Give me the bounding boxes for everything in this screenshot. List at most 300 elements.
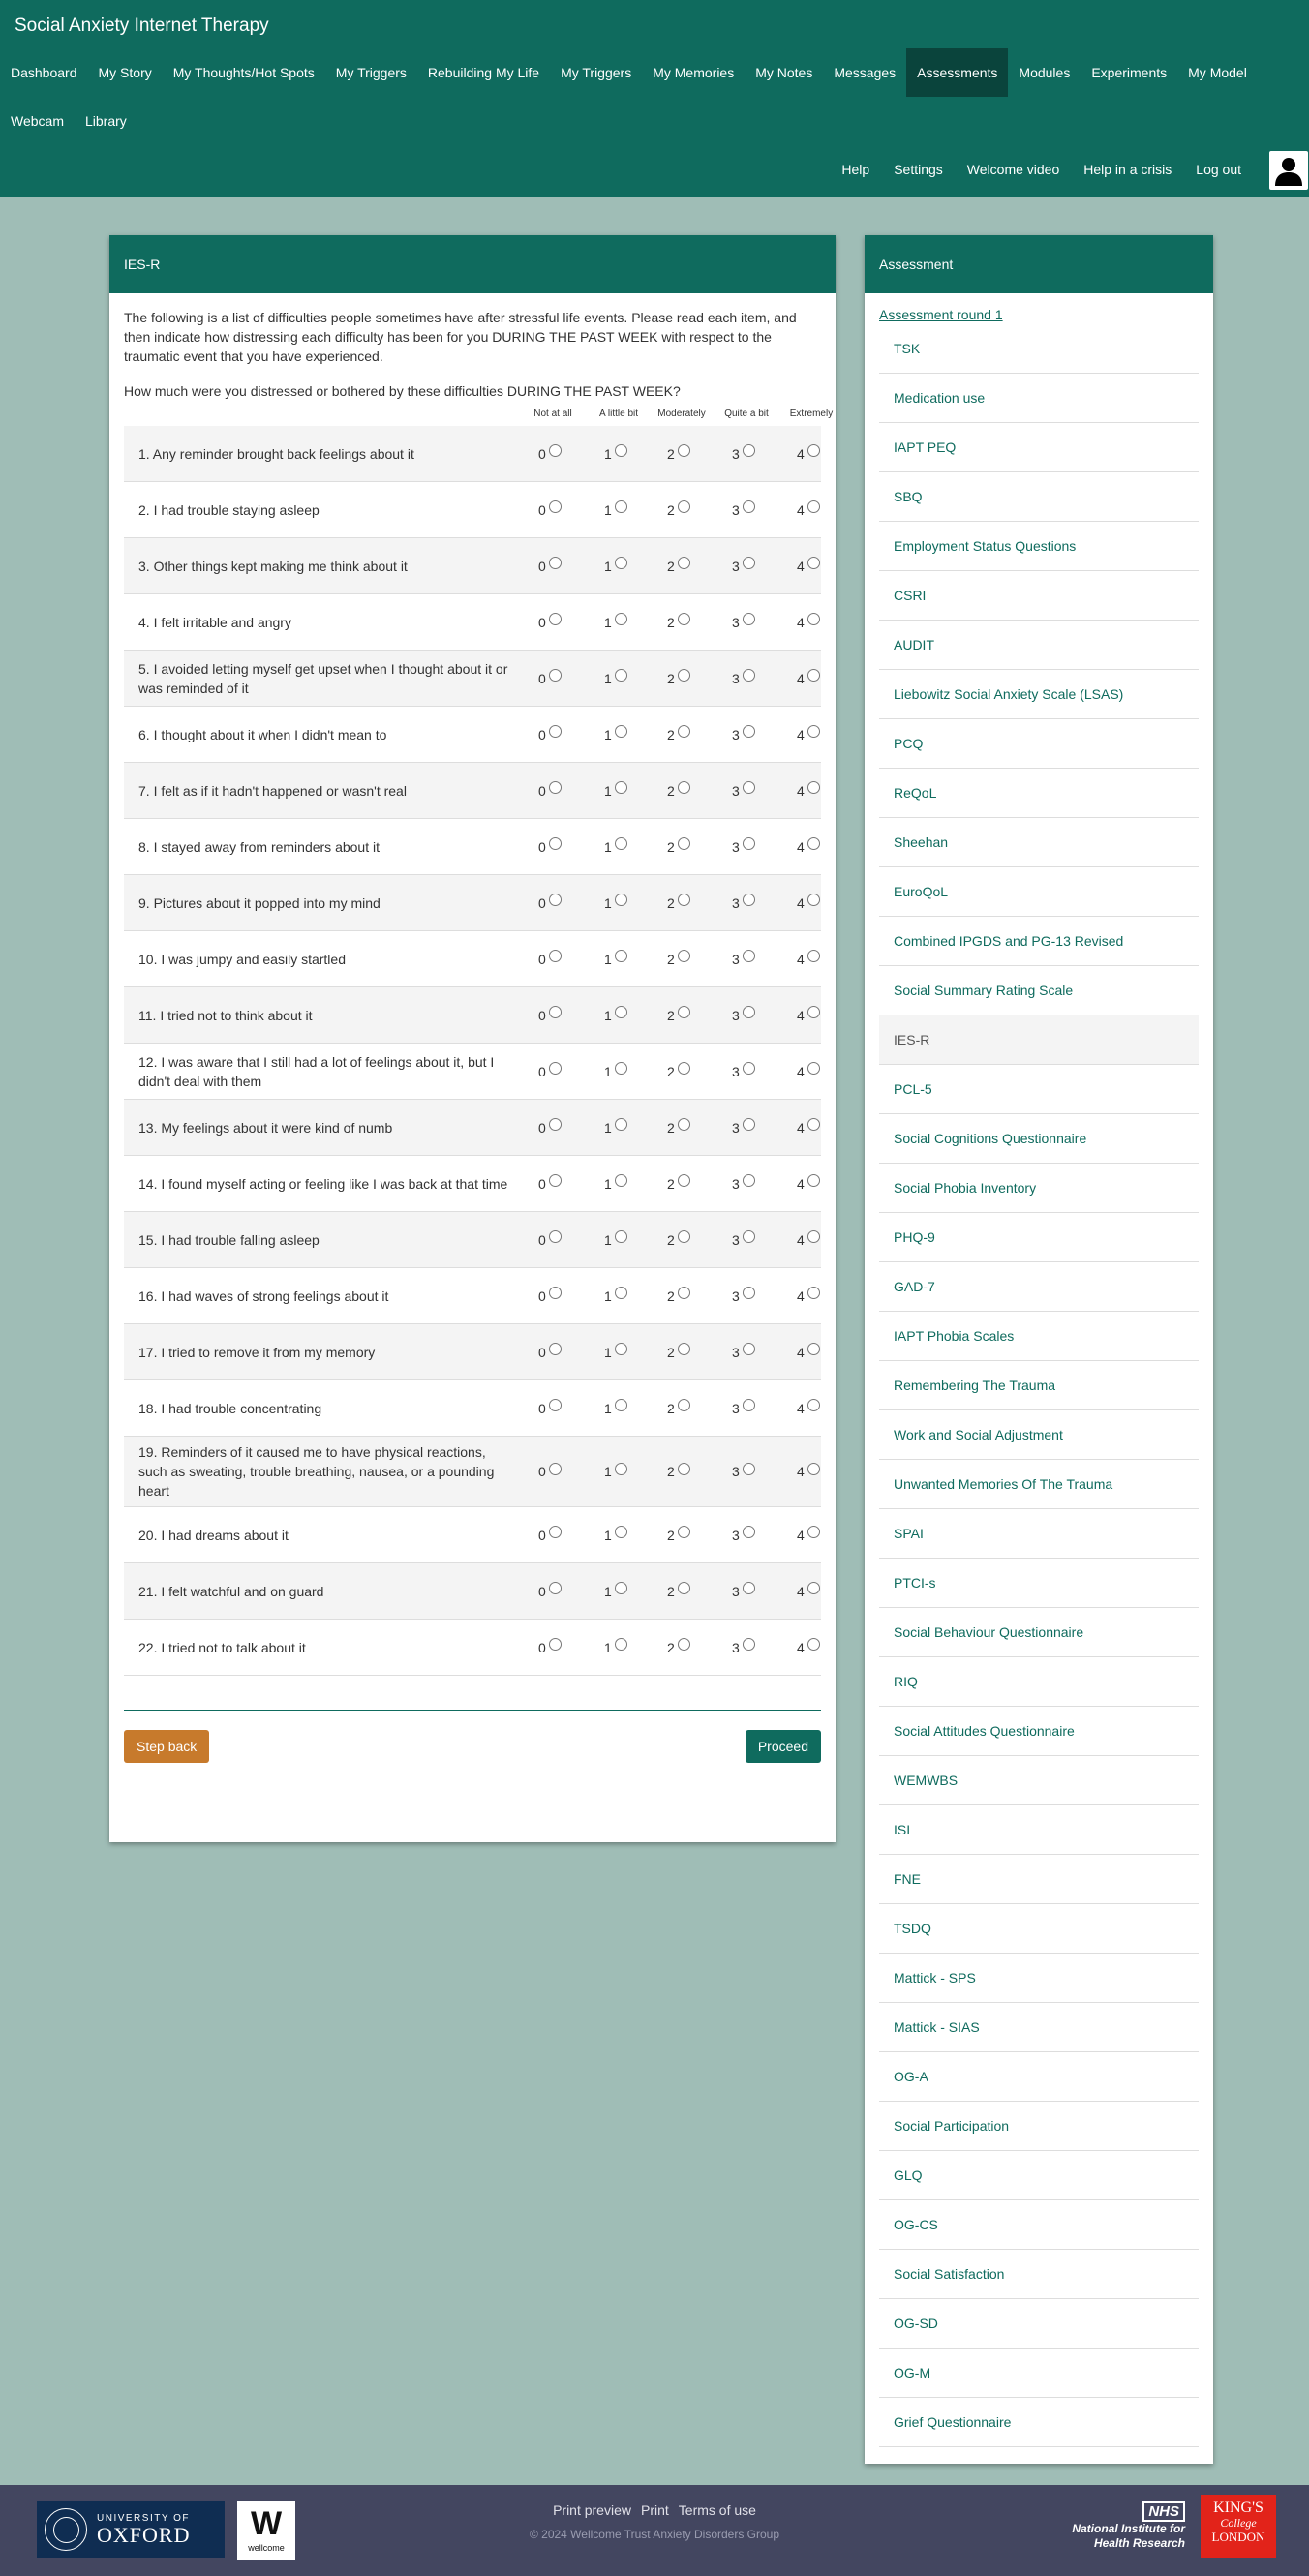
radio-button[interactable] [615,1287,627,1299]
option-2[interactable] [667,1584,690,1599]
radio-button[interactable] [549,725,562,738]
radio-button[interactable] [678,1287,690,1299]
option-1[interactable] [604,1584,627,1599]
sidebar-item-audit[interactable]: AUDIT [879,621,1199,670]
util-link-settings[interactable]: Settings [894,162,943,177]
option-0[interactable] [538,1008,562,1023]
radio-button[interactable] [678,1062,690,1075]
option-4[interactable] [797,895,820,911]
sidebar-item-spai[interactable]: SPAI [879,1509,1199,1559]
radio-button[interactable] [807,1582,820,1594]
radio-button[interactable] [615,1343,627,1355]
radio-button[interactable] [807,950,820,962]
radio-button[interactable] [743,725,755,738]
option-3[interactable] [732,1528,755,1543]
radio-button[interactable] [678,1343,690,1355]
option-4[interactable] [797,1232,820,1248]
option-3[interactable] [732,615,755,630]
option-0[interactable] [538,1232,562,1248]
option-3[interactable] [732,783,755,799]
nav-item-my-thoughts-hot-spots[interactable]: My Thoughts/Hot Spots [172,65,315,80]
radio-button[interactable] [678,1582,690,1594]
option-3[interactable] [732,1345,755,1360]
radio-button[interactable] [678,1638,690,1651]
radio-button[interactable] [549,1582,562,1594]
radio-button[interactable] [615,1174,627,1187]
radio-button[interactable] [807,1174,820,1187]
option-3[interactable] [732,1176,755,1192]
option-2[interactable] [667,1008,690,1023]
radio-button[interactable] [743,1230,755,1243]
sidebar-item-euroqol[interactable]: EuroQoL [879,867,1199,917]
radio-button[interactable] [807,1006,820,1018]
radio-button[interactable] [615,500,627,513]
radio-button[interactable] [743,894,755,906]
option-4[interactable] [797,446,820,462]
option-3[interactable] [732,671,755,686]
radio-button[interactable] [678,500,690,513]
radio-button[interactable] [678,837,690,850]
sidebar-item-social-behaviour-questionnaire[interactable]: Social Behaviour Questionnaire [879,1608,1199,1657]
sidebar-item-tsk[interactable]: TSK [879,324,1199,374]
radio-button[interactable] [678,1006,690,1018]
option-4[interactable] [797,839,820,855]
option-0[interactable] [538,1528,562,1543]
option-1[interactable] [604,615,627,630]
option-3[interactable] [732,727,755,742]
sidebar-item-isi[interactable]: ISI [879,1805,1199,1855]
radio-button[interactable] [743,781,755,794]
nav-item-messages[interactable]: Messages [834,65,897,80]
radio-button[interactable] [549,950,562,962]
nav-item-experiments[interactable]: Experiments [1091,65,1168,80]
radio-button[interactable] [807,1118,820,1131]
sidebar-item-social-cognitions-questionnaire[interactable]: Social Cognitions Questionnaire [879,1114,1199,1164]
option-0[interactable] [538,1120,562,1136]
radio-button[interactable] [549,781,562,794]
radio-button[interactable] [678,1526,690,1538]
sidebar-item-unwanted-memories-of-the-trauma[interactable]: Unwanted Memories Of The Trauma [879,1460,1199,1509]
option-value: 2 [667,1063,675,1079]
radio-button[interactable] [615,613,627,625]
sidebar-item-medication-use[interactable]: Medication use [879,374,1199,423]
option-2[interactable] [667,1232,690,1248]
option-0[interactable] [538,502,562,518]
option-4[interactable] [797,1288,820,1304]
step-back-button[interactable]: Step back [124,1730,209,1763]
radio-button[interactable] [615,837,627,850]
option-1[interactable] [604,1176,627,1192]
radio-button[interactable] [807,1062,820,1075]
option-0[interactable] [538,1288,562,1304]
option-4[interactable] [797,783,820,799]
radio-button[interactable] [743,1118,755,1131]
sidebar-item-og-a[interactable]: OG-A [879,2052,1199,2102]
sidebar-item-ptci-s[interactable]: PTCI-s [879,1559,1199,1608]
option-0[interactable] [538,615,562,630]
option-3[interactable] [732,1401,755,1416]
radio-button[interactable] [615,1399,627,1411]
radio-button[interactable] [743,1463,755,1475]
radio-button[interactable] [549,1463,562,1475]
option-2[interactable] [667,1176,690,1192]
radio-button[interactable] [549,894,562,906]
sidebar-item-social-satisfaction[interactable]: Social Satisfaction [879,2250,1199,2299]
sidebar-item-wemwbs[interactable]: WEMWBS [879,1756,1199,1805]
radio-button[interactable] [549,1287,562,1299]
option-1[interactable] [604,446,627,462]
option-2[interactable] [667,839,690,855]
option-2[interactable] [667,446,690,462]
radio-button[interactable] [743,950,755,962]
nav-item-my-triggers[interactable]: My Triggers [561,65,632,80]
sidebar-item-iapt-peq[interactable]: IAPT PEQ [879,423,1199,472]
radio-button[interactable] [678,613,690,625]
radio-button[interactable] [807,444,820,457]
radio-button[interactable] [743,1062,755,1075]
option-0[interactable] [538,1640,562,1655]
assessment-round-link[interactable]: Assessment round 1 [879,307,1003,322]
option-2[interactable] [667,1064,690,1079]
nav-item-my-notes[interactable]: My Notes [755,65,813,80]
radio-button[interactable] [549,1062,562,1075]
question-row [124,1563,821,1620]
footer-link-print[interactable]: Print [640,2502,669,2518]
radio-button[interactable] [615,1526,627,1538]
radio-button[interactable] [615,894,627,906]
option-1[interactable] [604,783,627,799]
option-1[interactable] [604,839,627,855]
option-value: 1 [604,1464,612,1479]
option-2[interactable] [667,727,690,742]
option-value: 2 [667,614,675,630]
radio-button[interactable] [743,1526,755,1538]
radio-button[interactable] [743,557,755,569]
option-0[interactable] [538,1401,562,1416]
option-4[interactable] [797,727,820,742]
nav-item-assessments[interactable]: Assessments [906,48,1008,97]
option-1[interactable] [604,952,627,967]
radio-button[interactable] [549,557,562,569]
radio-button[interactable] [615,1638,627,1651]
option-0[interactable] [538,895,562,911]
option-1[interactable] [604,559,627,574]
radio-button[interactable] [807,1230,820,1243]
radio-button[interactable] [549,669,562,682]
sidebar-item-mattick-sias[interactable]: Mattick - SIAS [879,2003,1199,2052]
sidebar-item-mattick-sps[interactable]: Mattick - SPS [879,1954,1199,2003]
option-3[interactable] [732,839,755,855]
footer-link-terms-of-use[interactable]: Terms of use [678,2502,756,2518]
radio-button[interactable] [743,444,755,457]
radio-button[interactable] [807,1399,820,1411]
radio-button[interactable] [807,557,820,569]
option-4[interactable] [797,1176,820,1192]
nav-item-library[interactable]: Library [84,113,127,129]
option-3[interactable] [732,1640,755,1655]
sidebar-item-og-cs[interactable]: OG-CS [879,2200,1199,2250]
option-1[interactable] [604,502,627,518]
sidebar-item-tsdq[interactable]: TSDQ [879,1904,1199,1954]
radio-button[interactable] [807,1526,820,1538]
sidebar-item-phq-9[interactable]: PHQ-9 [879,1213,1199,1262]
radio-button[interactable] [549,444,562,457]
sidebar-item-iapt-phobia-scales[interactable]: IAPT Phobia Scales [879,1312,1199,1361]
sidebar-item-riq[interactable]: RIQ [879,1657,1199,1707]
radio-button[interactable] [743,1582,755,1594]
option-value: 0 [538,1583,546,1599]
radio-button[interactable] [743,837,755,850]
option-1[interactable] [604,1464,627,1479]
option-1[interactable] [604,727,627,742]
radio-button[interactable] [615,1006,627,1018]
option-2[interactable] [667,615,690,630]
option-2[interactable] [667,1288,690,1304]
nav-item-dashboard[interactable]: Dashboard [11,65,77,80]
sidebar-item-social-participation[interactable]: Social Participation [879,2102,1199,2151]
radio-button[interactable] [615,1582,627,1594]
radio-button[interactable] [807,1638,820,1651]
option-4[interactable] [797,559,820,574]
sidebar-item-social-phobia-inventory[interactable]: Social Phobia Inventory [879,1164,1199,1213]
nav-item-my-triggers[interactable]: My Triggers [335,65,407,80]
sidebar-item-work-and-social-adjustment[interactable]: Work and Social Adjustment [879,1410,1199,1460]
radio-button[interactable] [807,725,820,738]
option-2[interactable] [667,1528,690,1543]
option-2[interactable] [667,1345,690,1360]
option-4[interactable] [797,502,820,518]
radio-button[interactable] [615,950,627,962]
nav-item-my-memories[interactable]: My Memories [653,65,735,80]
radio-button[interactable] [549,1399,562,1411]
radio-button[interactable] [615,557,627,569]
option-1[interactable] [604,671,627,686]
option-4[interactable] [797,1120,820,1136]
option-2[interactable] [667,1401,690,1416]
radio-button[interactable] [743,1343,755,1355]
footer-link-print-preview[interactable]: Print preview [553,2502,631,2518]
util-link-log-out[interactable]: Log out [1196,162,1241,177]
option-1[interactable] [604,1640,627,1655]
radio-button[interactable] [678,557,690,569]
option-1[interactable] [604,1008,627,1023]
sidebar-item-sheehan[interactable]: Sheehan [879,818,1199,867]
option-3[interactable] [732,446,755,462]
option-3[interactable] [732,952,755,967]
option-0[interactable] [538,727,562,742]
radio-button[interactable] [743,1399,755,1411]
sidebar-item-grief-questionnaire[interactable]: Grief Questionnaire [879,2398,1199,2447]
radio-button[interactable] [807,837,820,850]
sidebar-item-social-summary-rating-scale[interactable]: Social Summary Rating Scale [879,966,1199,1015]
option-1[interactable] [604,1401,627,1416]
radio-button[interactable] [743,669,755,682]
option-2[interactable] [667,1640,690,1655]
option-value: 2 [667,670,675,686]
option-2[interactable] [667,1120,690,1136]
sidebar-item-pcq[interactable]: PCQ [879,719,1199,769]
option-0[interactable] [538,1064,562,1079]
option-4[interactable] [797,1528,820,1543]
option-1[interactable] [604,1232,627,1248]
sidebar-item-employment-status-questions[interactable]: Employment Status Questions [879,522,1199,571]
radio-button[interactable] [615,1463,627,1475]
option-3[interactable] [732,1064,755,1079]
option-4[interactable] [797,1008,820,1023]
option-1[interactable] [604,1345,627,1360]
option-0[interactable] [538,1584,562,1599]
radio-button[interactable] [678,950,690,962]
radio-button[interactable] [743,500,755,513]
sidebar-item-combined-ipgds-and-pg-13-revised[interactable]: Combined IPGDS and PG-13 Revised [879,917,1199,966]
option-3[interactable] [732,559,755,574]
option-4[interactable] [797,671,820,686]
option-2[interactable] [667,952,690,967]
radio-button[interactable] [678,1463,690,1475]
radio-button[interactable] [549,500,562,513]
sidebar-item-sbq[interactable]: SBQ [879,472,1199,522]
util-link-help-in-a-crisis[interactable]: Help in a crisis [1083,162,1172,177]
radio-button[interactable] [549,1230,562,1243]
option-0[interactable] [538,1464,562,1479]
option-4[interactable] [797,1464,820,1479]
sidebar-item-glq[interactable]: GLQ [879,2151,1199,2200]
radio-button[interactable] [807,500,820,513]
option-3[interactable] [732,1120,755,1136]
option-2[interactable] [667,559,690,574]
option-4[interactable] [797,615,820,630]
option-0[interactable] [538,839,562,855]
sidebar-item-reqol[interactable]: ReQoL [879,769,1199,818]
option-3[interactable] [732,1464,755,1479]
option-1[interactable] [604,895,627,911]
util-link-help[interactable]: Help [841,162,870,177]
user-avatar-button[interactable] [1269,151,1308,190]
option-2[interactable] [667,1464,690,1479]
option-1[interactable] [604,1064,627,1079]
option-0[interactable] [538,559,562,574]
radio-button[interactable] [615,669,627,682]
option-0[interactable] [538,783,562,799]
sidebar-item-gad-7[interactable]: GAD-7 [879,1262,1199,1312]
radio-button[interactable] [678,1399,690,1411]
radio-button[interactable] [549,1638,562,1651]
sidebar-item-ies-r[interactable]: IES-R [879,1015,1199,1065]
nav-item-my-story[interactable]: My Story [98,65,152,80]
option-2[interactable] [667,671,690,686]
radio-button[interactable] [549,1343,562,1355]
radio-button[interactable] [678,1118,690,1131]
radio-button[interactable] [549,613,562,625]
radio-button[interactable] [807,1343,820,1355]
sidebar-item-social-attitudes-questionnaire[interactable]: Social Attitudes Questionnaire [879,1707,1199,1756]
option-3[interactable] [732,1232,755,1248]
sidebar-item-pcl-5[interactable]: PCL-5 [879,1065,1199,1114]
radio-button[interactable] [678,725,690,738]
radio-button[interactable] [615,781,627,794]
sidebar-item-remembering-the-trauma[interactable]: Remembering The Trauma [879,1361,1199,1410]
nav-item-rebuilding-my-life[interactable]: Rebuilding My Life [427,65,540,80]
radio-button[interactable] [615,1118,627,1131]
option-4[interactable] [797,952,820,967]
radio-button[interactable] [807,613,820,625]
option-0[interactable] [538,446,562,462]
option-3[interactable] [732,1288,755,1304]
option-3[interactable] [732,502,755,518]
radio-button[interactable] [743,1287,755,1299]
radio-button[interactable] [549,1526,562,1538]
radio-button[interactable] [743,1638,755,1651]
nav-item-webcam[interactable]: Webcam [11,113,64,129]
option-4[interactable] [797,1401,820,1416]
option-1[interactable] [604,1528,627,1543]
sidebar-item-liebowitz-social-anxiety-scale-lsas-[interactable]: Liebowitz Social Anxiety Scale (LSAS) [879,670,1199,719]
option-1[interactable] [604,1120,627,1136]
radio-button[interactable] [549,837,562,850]
option-2[interactable] [667,502,690,518]
radio-button[interactable] [743,1006,755,1018]
option-0[interactable] [538,671,562,686]
radio-button[interactable] [615,725,627,738]
nav-item-my-model[interactable]: My Model [1188,65,1247,80]
option-4[interactable] [797,1640,820,1655]
option-0[interactable] [538,1176,562,1192]
option-3[interactable] [732,1584,755,1599]
radio-button[interactable] [743,1174,755,1187]
proceed-button[interactable]: Proceed [746,1730,821,1763]
util-link-welcome-video[interactable]: Welcome video [966,162,1060,177]
option-value: 3 [732,1007,740,1023]
radio-button[interactable] [678,669,690,682]
option-4[interactable] [797,1064,820,1079]
radio-button[interactable] [549,1174,562,1187]
sidebar-item-og-sd[interactable]: OG-SD [879,2299,1199,2349]
radio-button[interactable] [678,1174,690,1187]
radio-button[interactable] [807,1463,820,1475]
option-4[interactable] [797,1584,820,1599]
option-0[interactable] [538,1345,562,1360]
option-4[interactable] [797,1345,820,1360]
radio-button[interactable] [678,781,690,794]
radio-button[interactable] [807,669,820,682]
option-value: 2 [667,1639,675,1655]
site-title[interactable]: Social Anxiety Internet Therapy [15,15,269,36]
sidebar-item-csri[interactable]: CSRI [879,571,1199,621]
radio-button[interactable] [678,894,690,906]
radio-button[interactable] [678,444,690,457]
option-3[interactable] [732,1008,755,1023]
sidebar-item-fne[interactable]: FNE [879,1855,1199,1904]
radio-button[interactable] [615,444,627,457]
nav-item-modules[interactable]: Modules [1019,65,1071,80]
option-2[interactable] [667,895,690,911]
option-0[interactable] [538,952,562,967]
option-2[interactable] [667,783,690,799]
option-3[interactable] [732,895,755,911]
radio-button[interactable] [549,1006,562,1018]
radio-button[interactable] [678,1230,690,1243]
radio-button[interactable] [743,613,755,625]
radio-button[interactable] [615,1062,627,1075]
radio-button[interactable] [549,1118,562,1131]
radio-button[interactable] [807,781,820,794]
option-value: 1 [604,1583,612,1599]
radio-button[interactable] [807,1287,820,1299]
option-1[interactable] [604,1288,627,1304]
radio-button[interactable] [807,894,820,906]
radio-button[interactable] [615,1230,627,1243]
sidebar-item-og-m[interactable]: OG-M [879,2349,1199,2398]
